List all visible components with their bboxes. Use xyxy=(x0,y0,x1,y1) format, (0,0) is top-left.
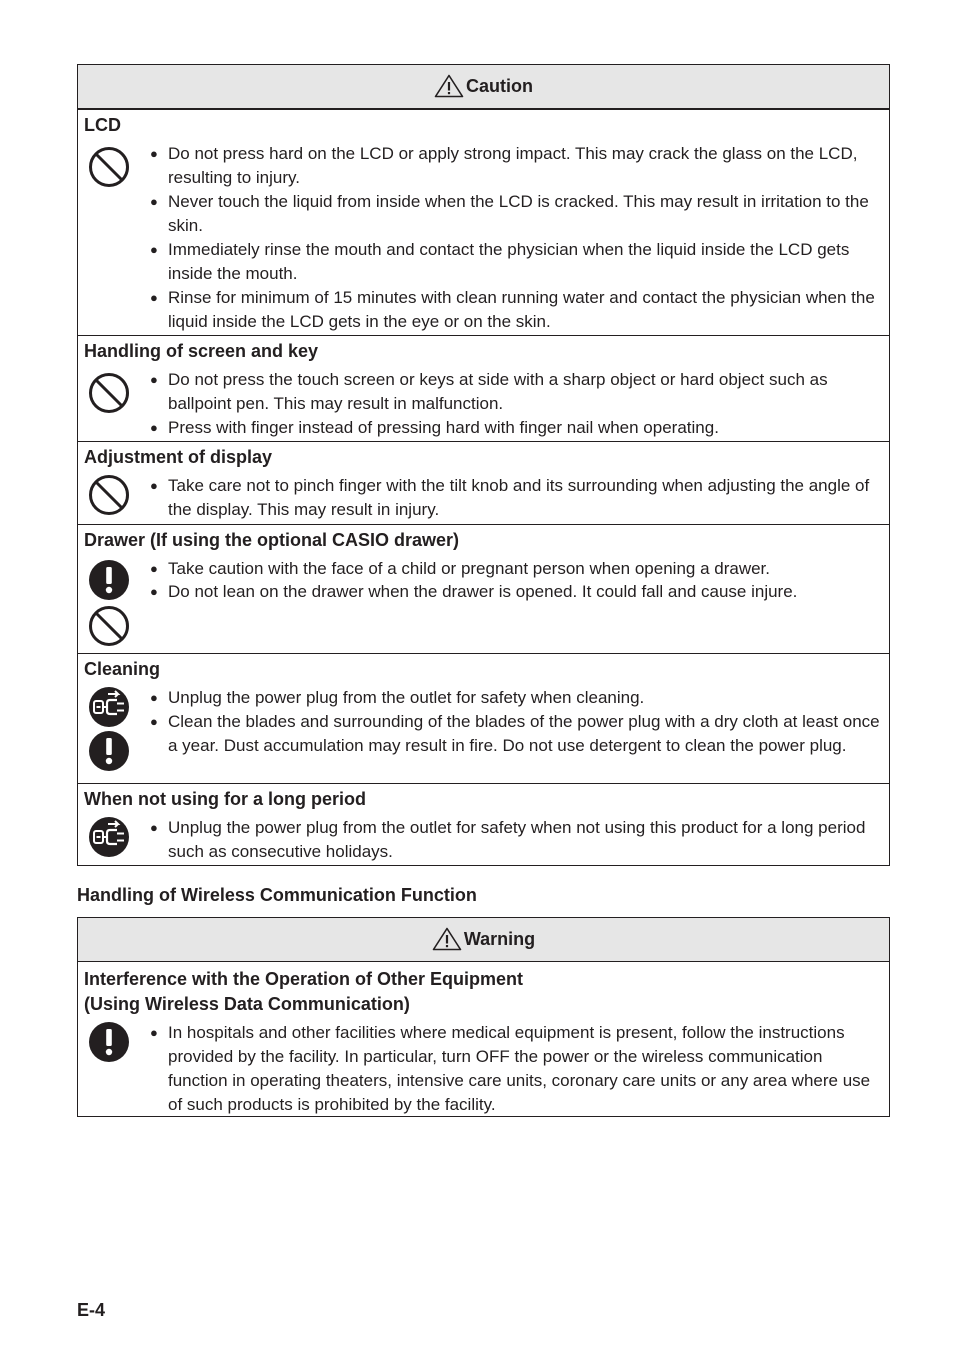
caution-header-label: Caution xyxy=(466,76,533,96)
section-adjustment-display xyxy=(78,441,889,524)
list-item: ● Take caution with the face of a child or pregnant person when opening a drawer. xyxy=(148,557,881,581)
section-title xyxy=(78,962,889,1017)
section-drawer xyxy=(78,524,889,653)
prohibition-icon xyxy=(88,474,130,516)
exclamation-icon xyxy=(88,730,130,772)
list-item: ● Clean the blades and surrounding of the blades of the power plug with a dry cloth at least once a year. Dust accumulation may result in fire. Do not use detergent to clean the power plug. xyxy=(148,710,881,758)
section-title: Cleaning xyxy=(84,659,161,679)
section-cleaning xyxy=(78,653,889,783)
section-interference xyxy=(78,962,889,1116)
prohibition-icon xyxy=(88,146,130,188)
section-lcd xyxy=(78,109,889,335)
exclamation-icon xyxy=(88,559,130,601)
list-item: ● Never touch the liquid from inside when the LCD is cracked. This may result in irritation to the skin. xyxy=(148,190,881,238)
warning-header xyxy=(78,918,889,962)
list-item: ● Do not press the touch screen or keys at side with a sharp object or hard object such as ballpoint pen. This may result in malfunction. xyxy=(148,368,881,416)
caution-header xyxy=(78,65,889,109)
exclamation-icon xyxy=(88,1021,130,1063)
section-title-line: (Using Wireless Data Communication) xyxy=(84,994,410,1014)
list-item: ● In hospitals and other facilities where medical equipment is present, follow the instructions provided by the facility. In particular, turn OFF the power or the wireless communication function in operating theaters, intensive care units, coronary care units or any area where use of such products is prohibited by the facility. xyxy=(148,1021,881,1117)
section-title: When not using for a long period xyxy=(84,789,366,809)
prohibition-icon xyxy=(88,372,130,414)
unplug-icon xyxy=(88,816,130,858)
page-number: E-4 xyxy=(77,1300,106,1320)
warning-header-label: Warning xyxy=(463,929,536,949)
section-title: Adjustment of display xyxy=(84,447,273,467)
list-item: ● Unplug the power plug from the outlet for safety when not using this product for a long period such as consecutive holidays. xyxy=(148,816,881,864)
warning-triangle-icon xyxy=(434,74,464,98)
caution-box xyxy=(77,64,890,866)
unplug-icon xyxy=(88,686,130,728)
warning-triangle-icon xyxy=(432,927,462,951)
prohibition-icon xyxy=(88,605,130,647)
section-title: LCD xyxy=(84,115,121,135)
list-item: ● Unplug the power plug from the outlet for safety when cleaning. xyxy=(148,686,881,710)
section-title: Handling of screen and key xyxy=(84,341,319,361)
section-handling-screen-key xyxy=(78,335,889,441)
section-title: Drawer (If using the optional CASIO drawer) xyxy=(84,530,460,550)
list-item: ● Do not press hard on the LCD or apply strong impact. This may crack the glass on the LCD, resulting to injury. xyxy=(148,142,881,190)
list-item: ● Immediately rinse the mouth and contact the physician when the liquid inside the LCD gets inside the mouth. xyxy=(148,238,881,286)
list-item: ● Take care not to pinch finger with the tilt knob and its surrounding when adjusting the angle of the display. This may result in injury. xyxy=(148,474,881,522)
warning-box xyxy=(77,917,890,1117)
list-item: ● Do not lean on the drawer when the drawer is opened. It could fall and cause injure. xyxy=(148,580,881,604)
list-item: ● Rinse for minimum of 15 minutes with clean running water and contact the physician when the liquid inside the LCD gets in the eye or on the skin. xyxy=(148,286,881,334)
section-title-line: Interference with the Operation of Other Equipment xyxy=(84,969,524,989)
list-item: ● Press with finger instead of pressing hard with finger nail when operating. xyxy=(148,416,881,440)
section-long-period xyxy=(78,783,889,865)
wireless-section-heading: Handling of Wireless Communication Function xyxy=(77,885,477,905)
